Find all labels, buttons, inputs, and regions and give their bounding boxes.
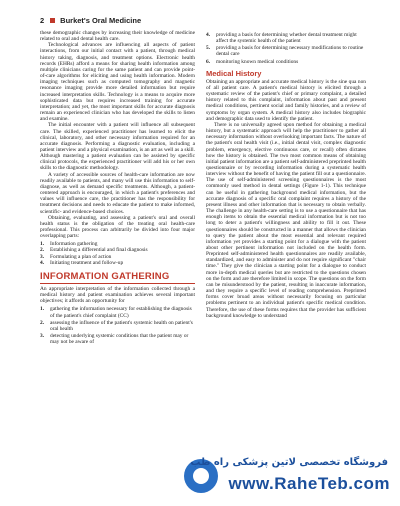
list-text: Establishing a differential and final diagnosis — [50, 247, 148, 254]
list-item — [206, 59, 366, 65]
objectives-list-continued — [206, 32, 366, 65]
list-number: 6. — [206, 58, 211, 65]
left-column — [40, 30, 195, 348]
watermark-url: www.RaheTeb.com — [228, 474, 390, 493]
list-item — [206, 45, 366, 57]
list-text: detecting underlying systemic conditions that the patient may or may not be aware of — [50, 333, 189, 346]
page-number: 2 — [40, 15, 45, 25]
list-text: Initiating treatment and follow-up — [50, 259, 124, 266]
list-number: 2. — [40, 319, 45, 326]
list-item — [206, 32, 366, 44]
list-item — [40, 260, 195, 266]
list-number: 5. — [206, 45, 211, 52]
paragraph: An appropriate interpretation of the information collected through a medical history and patient examination achieves several important objectives; it affords an opportunity for — [40, 285, 195, 305]
running-head-title: Burket's Oral Medicine — [60, 15, 142, 25]
list-text: Information gathering — [50, 241, 98, 248]
list-text: gathering the information necessary for establishing the diagnosis of the patient's chief complaint (CC) — [50, 306, 192, 319]
list-number: 3. — [40, 253, 45, 260]
list-number: 4. — [206, 32, 211, 38]
list-text: monitoring known medical conditions — [216, 58, 299, 65]
section-heading: INFORMATION GATHERING — [40, 271, 195, 284]
list-number: 1. — [40, 306, 45, 313]
list-number: 3. — [40, 333, 45, 340]
paragraph: Obtaining an appropriate and accurate medical history is the sine qua non of all patient care. A patient's medical history is elicited through a systematic review of the patient's chief or primary complaint, a detailed history related to this complaint, information about past and present medical conditions, pertinent social and family histories, and a review of symptoms by organ system. A medical history also includes biographic and demographic data used to identify the patient. — [206, 78, 366, 122]
page-header — [40, 14, 370, 26]
list-text: providing a basis for determining necessary modifications to routine dental care — [216, 45, 364, 58]
paragraph: Technological advances are influencing all aspects of patient interactions, from our initial contact with a patient, through medical history taking, diagnosis, and treatment options. Electronic health records (EHRs) afford a means for sharing health information among multiple clinicians caring for the same patient and can provide point-of-care algorithms for eliciting and using health information. Modern imaging techniques such as computed tomography and magnetic resonance imaging provide more detailed information but require increased interpretation skills. Technology is a means to acquire more sophisticated data but requires increased training for accurate interpretation; and yet, the most important skills for accurate diagnosis remain an experienced clinician who has developed the skills to listen and examine. — [40, 42, 195, 123]
list-item — [40, 306, 195, 318]
paragraph: There is no universally agreed upon method for obtaining a medical history, but a systematic approach will help the practitioner to gather all necessary information without overlooking important facts. The nature of the patient's oral health visit (i.e., initial dental visit, complex diagnostic problem, emergency, elective continuous care, or recall) often dictates how the history is obtained. The two most common means of obtaining initial patient information are a patient self-administered preprinted health questionnaire or by recording information during a systematic health interview without the benefit of having the patient fill out a questionnaire. The use of self-administered screening questionnaires is the most commonly used method in dental settings (Figure 1-1). This technique can be useful in gathering background medical information, but the accurate diagnosis of a specific oral complaint requires a history of the present illness and other information that is necessary to obtain verbally. The challenge in any health-care setting is to use a questionnaire that has enough items to obtain the essential medical information but is not too long to deter a patient's willingness and ability to fill it out. These questionnaires should be constructed in a manner that allows the clinician to query the patient about the most essential and relevant required information yet provides a starting point for a dialogue with the patient about other pertinent information not included on the health form. Preprinted self-administered health questionnaires are readily available, standardized, and easy to administer and do not require significant "chair time." They give the clinician a starting point for a dialogue to conduct more in-depth medical queries but are restricted to the questions chosen on the form and are therefore limited in scope. The questions on the form can be misunderstood by the patient, resulting in inaccurate information, and they require a specific level of reading comprehension. Preprinted forms cover broad areas without necessarily focusing on particular problems pertinent to an individual patient's specific medical condition. Therefore, the use of these forms requires that the provider has sufficient background knowledge to understand — [206, 121, 366, 319]
paragraph: A variety of accessible sources of health-care information are now readily available to patients, and many will use this information to self-diagnose, as well as demand specific treatments. Although, a patient-centered approach is encouraged, in which a patient's preferences and values will influence care, the practitioner has the responsibility for treatment decisions and needs to educate the patient to make informed, scientific- and evidence-based choices. — [40, 171, 195, 215]
list-item — [40, 320, 195, 332]
list-text: Formulating a plan of action — [50, 253, 112, 260]
paragraph: Obtaining, evaluating, and assessing a patient's oral and overall health status is the obligation of the treating oral health-care professional. This process can arbitrarily be divided into four major overlapping parts: — [40, 214, 195, 240]
paragraph: The initial encounter with a patient will influence all subsequent care. The skilled, experienced practitioner has learned to elicit the clinical, laboratory, and other necessary information required for an accurate diagnosis. Performing a diagnostic evaluation, including a patient interview and a physical examination, is an art as well as a skill. Although mastering a patient evaluation can be assisted by specific clinical protocols, the experienced practitioner will add his or her own skills to the diagnostic methodology. — [40, 122, 195, 172]
list-number: 4. — [40, 259, 45, 266]
list-text: assessing the influence of the patient's systemic health on patient's oral health — [50, 319, 193, 332]
list-item — [40, 333, 195, 345]
paragraph: these demographic changes by increasing their knowledge of medicine related to oral and dental health care. — [40, 30, 195, 43]
list-text: providing a basis for determining whether dental treatment might affect the systemic health of the patient — [216, 32, 357, 45]
header-marker-icon — [50, 18, 55, 23]
right-column — [206, 30, 366, 319]
subsection-heading: Medical History — [206, 68, 262, 78]
watermark-persian-text: فروشگاه تخصصی لاتین پزشکی راه طب — [190, 457, 388, 468]
parts-list — [40, 241, 195, 266]
list-number: 2. — [40, 247, 45, 254]
objectives-list — [40, 306, 195, 345]
list-number: 1. — [40, 241, 45, 248]
watermark-banner — [180, 455, 394, 499]
